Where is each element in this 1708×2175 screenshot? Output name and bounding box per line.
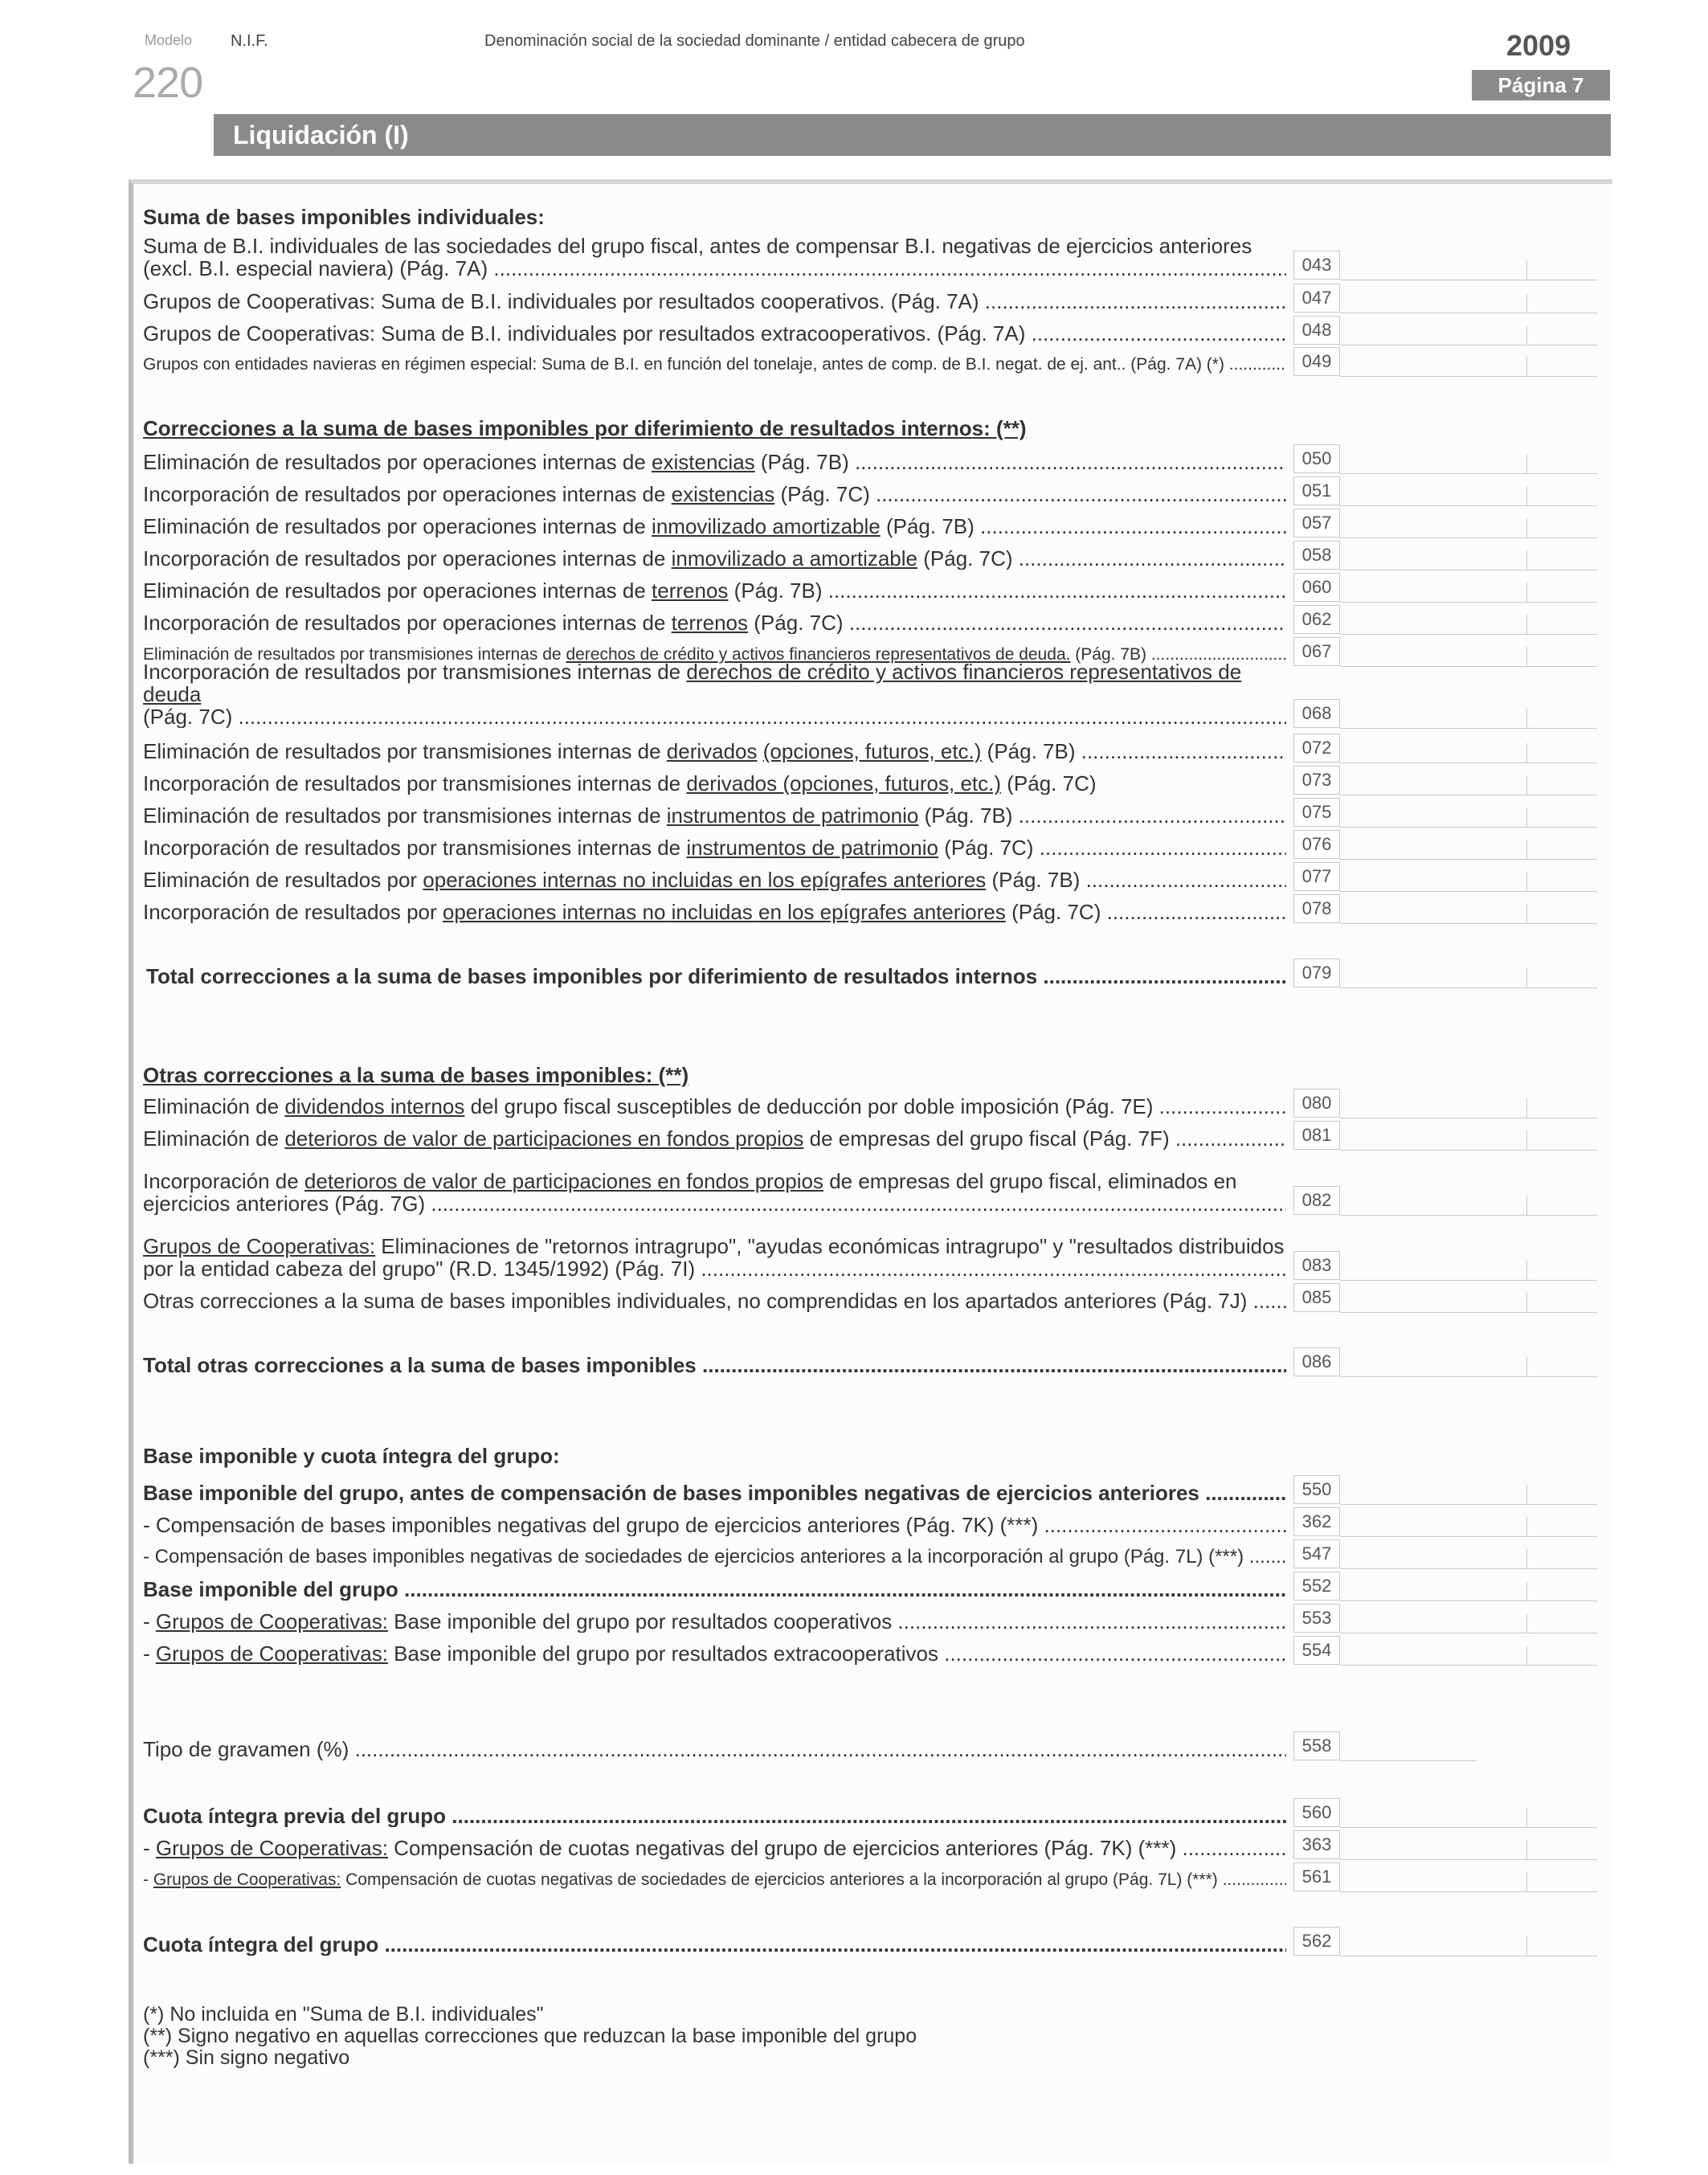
row-049: [143, 347, 1592, 376]
box-code: 073: [1293, 766, 1340, 795]
amount-field-068[interactable]: [1340, 728, 1597, 729]
amount-field-076[interactable]: [1340, 859, 1597, 860]
amount-field-060[interactable]: [1340, 602, 1597, 603]
row-553: [143, 1604, 1592, 1633]
footnote-3: (***) Sin signo negativo: [143, 2046, 350, 2069]
row-label: Grupos con entidades navieras en régimen especial: Suma de B.I. en función del tonelaje, antes de comp. de B.I. negat. de ej. ant.. (Pág. 7A) (*) .....: [143, 354, 1286, 376]
box-code: 049: [1293, 347, 1340, 376]
box-code: 086: [1293, 1347, 1340, 1376]
modelo-label: Modelo: [145, 32, 193, 48]
row-label: Incorporación de resultados por operaciones internas no incluidas en los epígrafes anteriores (Pág. 7C) .....: [143, 901, 1286, 923]
heading-otras: Otras correcciones a la suma de bases imponibles: (**): [143, 1063, 689, 1087]
amount-field-085[interactable]: [1340, 1312, 1597, 1313]
row-561: [143, 1862, 1592, 1891]
amount-field-547[interactable]: [1340, 1568, 1597, 1569]
box-code: 552: [1293, 1572, 1340, 1601]
row-label: Eliminación de deterioros de valor de participaciones en fondos propios de empresas del grupo fiscal (Pág. 7F) .....: [143, 1127, 1286, 1150]
row-label: - Grupos de Cooperativas: Base imponible del grupo por resultados cooperativos .....: [143, 1610, 1286, 1633]
box-code: 076: [1293, 830, 1340, 859]
row-051: [143, 476, 1592, 505]
footnote-1: (*) No incluida en "Suma de B.I. individuales": [143, 2003, 544, 2026]
amount-field-550[interactable]: [1340, 1504, 1597, 1505]
box-code: 048: [1293, 316, 1340, 345]
amount-field-362[interactable]: [1340, 1536, 1597, 1537]
row-label: Eliminación de resultados por transmisiones internas de derivados (opciones, futuros, etc.) (Pág. 7B) .....: [143, 740, 1286, 762]
box-code: 082: [1293, 1186, 1340, 1215]
box-code: 058: [1293, 541, 1340, 570]
box-code: 362: [1293, 1507, 1340, 1536]
amount-field-067[interactable]: [1340, 666, 1597, 667]
modelo-number: 220: [133, 59, 203, 107]
row-label: Incorporación de resultados por transmisiones internas de instrumentos de patrimonio (Pág. 7C) .....: [143, 836, 1286, 859]
box-code: 057: [1293, 509, 1340, 538]
row-label: Eliminación de resultados por transmisiones internas de derechos de crédito y activos financieros representativos de deuda. (Pág. 7B) .....: [143, 644, 1286, 666]
box-code: 060: [1293, 573, 1340, 602]
box-code: 553: [1293, 1604, 1340, 1633]
amount-field-086[interactable]: [1340, 1376, 1597, 1377]
row-047: [143, 284, 1592, 313]
row-label: Incorporación de resultados por operaciones internas de existencias (Pág. 7C) .....: [143, 483, 1286, 505]
heading-correcciones: Correcciones a la suma de bases imponibles por diferimiento de resultados internos: (**): [143, 416, 1027, 440]
box-code: 080: [1293, 1089, 1340, 1118]
row-083: [143, 1230, 1592, 1280]
row-073: [143, 766, 1592, 795]
box-code: 083: [1293, 1251, 1340, 1280]
row-082: [143, 1165, 1592, 1215]
row-363: [143, 1830, 1592, 1859]
row-label: Eliminación de resultados por operaciones internas de terrenos (Pág. 7B) .....: [143, 579, 1286, 602]
row-label: Cuota íntegra previa del grupo .....: [143, 1805, 1286, 1827]
amount-field-077[interactable]: [1340, 891, 1597, 892]
heading-base-cuota: Base imponible y cuota íntegra del grupo:: [143, 1444, 560, 1468]
row-label: Total correcciones a la suma de bases imponibles por diferimiento de resultados internos .....: [146, 965, 1286, 987]
row-label: Total otras correcciones a la suma de bases imponibles .....: [143, 1354, 1286, 1376]
amount-field-049[interactable]: [1340, 376, 1597, 377]
row-562: [143, 1927, 1592, 1956]
box-code: 043: [1293, 251, 1340, 280]
box-code: 085: [1293, 1283, 1340, 1312]
amount-field-050[interactable]: [1340, 473, 1597, 474]
box-code: 547: [1293, 1539, 1340, 1568]
row-043: [143, 230, 1592, 280]
row-label: Incorporación de resultados por operaciones internas de inmovilizado a amortizable (Pág. 7C) .....: [143, 547, 1286, 570]
row-057: [143, 509, 1592, 538]
box-code: 050: [1293, 444, 1340, 473]
row-label: - Grupos de Cooperativas: Compensación de cuotas negativas de sociedades de ejercicios anteriores a la incorporación al grupo (Pág. 7L) (***) .....: [143, 1869, 1286, 1891]
row-label: Incorporación de resultados por transmisiones internas de derivados (opciones, futuros, etc.) (Pág. 7C): [143, 772, 1097, 795]
row-075: [143, 798, 1592, 827]
amount-field-083[interactable]: [1340, 1280, 1597, 1281]
row-label: Base imponible del grupo, antes de compensación de bases imponibles negativas de ejercicios anteriores .....: [143, 1482, 1286, 1504]
row-085: [143, 1283, 1592, 1312]
rate-field-558[interactable]: [1340, 1760, 1477, 1761]
row-068: [143, 660, 1592, 728]
box-code: 075: [1293, 798, 1340, 827]
row-552: [143, 1572, 1592, 1601]
amount-field-081[interactable]: [1340, 1150, 1597, 1151]
box-code: 550: [1293, 1475, 1340, 1504]
row-label: Incorporación de resultados por transmisiones internas de derechos de crédito y activos financieros representativos de deuda (Pág. 7C) .....: [143, 660, 1286, 728]
row-550: [143, 1475, 1592, 1504]
row-label: Otras correcciones a la suma de bases imponibles individuales, no comprendidas en los apartados anteriores (Pág. 7J) .....: [143, 1290, 1286, 1312]
row-label: Suma de B.I. individuales de las sociedades del grupo fiscal, antes de compensar B.I. negativas de ejercicios anteriores (excl. B.I. especial naviera) (Pág. 7A) .....: [143, 235, 1286, 280]
row-362: [143, 1507, 1592, 1536]
footnote-2: (**) Signo negativo en aquellas correcciones que reduzcan la base imponible del grupo: [143, 2025, 917, 2047]
row-label: - Compensación de bases imponibles negativas de sociedades de ejercicios anteriores a la incorporación al grupo (Pág. 7L) (***) .....: [143, 1546, 1286, 1568]
row-048: [143, 316, 1592, 345]
row-062: [143, 605, 1592, 634]
amount-field-075[interactable]: [1340, 827, 1597, 828]
box-code: 072: [1293, 734, 1340, 762]
row-080: [143, 1089, 1592, 1118]
row-label: Cuota íntegra del grupo .....: [143, 1933, 1286, 1956]
row-label: Grupos de Cooperativas: Suma de B.I. individuales por resultados extracooperativos. (Pág. 7A) .....: [143, 322, 1286, 345]
year-label: 2009: [1506, 29, 1571, 62]
box-code: 079: [1293, 959, 1340, 987]
box-code: 558: [1293, 1731, 1340, 1760]
row-label: Eliminación de dividendos internos del grupo fiscal susceptibles de deducción por doble imposición (Pág. 7E) .....: [143, 1095, 1286, 1118]
row-label: - Compensación de bases imponibles negativas del grupo de ejercicios anteriores (Pág. 7K) (***) .....: [143, 1514, 1286, 1536]
amount-field-554[interactable]: [1340, 1665, 1597, 1666]
amount-field-078[interactable]: [1340, 923, 1597, 924]
amount-field-051[interactable]: [1340, 505, 1597, 506]
row-558: [143, 1731, 1592, 1760]
box-code: 051: [1293, 476, 1340, 505]
row-label: Incorporación de resultados por operaciones internas de terrenos (Pág. 7C) .....: [143, 611, 1286, 634]
box-code: 062: [1293, 605, 1340, 634]
row-560: [143, 1798, 1592, 1827]
amount-field-079[interactable]: [1340, 987, 1597, 988]
row-081: [143, 1121, 1592, 1150]
row-label: Eliminación de resultados por operaciones internas de existencias (Pág. 7B) .....: [143, 451, 1286, 473]
box-code: 554: [1293, 1636, 1340, 1665]
row-label: Grupos de Cooperativas: Eliminaciones de "retornos intragrupo", "ayudas económicas intragrupo" y "resultados distribuidos por la entidad cabeza del grupo" (R.D. 1345/1992) (Pág. 7I) .....: [143, 1235, 1286, 1280]
row-label: Tipo de gravamen (%) .....: [143, 1738, 1286, 1760]
amount-field-072[interactable]: [1340, 762, 1597, 763]
row-079: [146, 959, 1595, 987]
amount-field-062[interactable]: [1340, 634, 1597, 635]
row-554: [143, 1636, 1592, 1665]
amount-field-363[interactable]: [1340, 1859, 1597, 1860]
row-label: Incorporación de deterioros de valor de participaciones en fondos propios de empresas del grupo fiscal, eliminados en ejercicios anteriores (Pág. 7G) .....: [143, 1170, 1286, 1215]
row-label: - Grupos de Cooperativas: Base imponible del grupo por resultados extracooperativos .....: [143, 1642, 1286, 1665]
page-badge: Página 7: [1472, 70, 1610, 100]
row-078: [143, 894, 1592, 923]
row-060: [143, 573, 1592, 602]
amount-field-082[interactable]: [1340, 1215, 1597, 1216]
box-code: 562: [1293, 1927, 1340, 1956]
box-code: 067: [1293, 637, 1340, 666]
row-086: [143, 1347, 1592, 1376]
box-code: 560: [1293, 1798, 1340, 1827]
row-077: [143, 862, 1592, 891]
row-label: Base imponible del grupo .....: [143, 1578, 1286, 1601]
row-label: Eliminación de resultados por transmisiones internas de instrumentos de patrimonio (Pág. 7B) .....: [143, 804, 1286, 827]
row-label: Eliminación de resultados por operaciones internas de inmovilizado amortizable (Pág. 7B) .....: [143, 515, 1286, 538]
row-076: [143, 830, 1592, 859]
box-code: 561: [1293, 1862, 1340, 1891]
box-code: 081: [1293, 1121, 1340, 1150]
row-label: Grupos de Cooperativas: Suma de B.I. individuales por resultados cooperativos. (Pág. 7A) .....: [143, 290, 1286, 313]
box-code: 047: [1293, 284, 1340, 313]
row-547: [143, 1539, 1592, 1568]
row-label: Eliminación de resultados por operaciones internas no incluidas en los epígrafes anteriores (Pág. 7B) .....: [143, 869, 1286, 891]
box-code: 078: [1293, 894, 1340, 923]
row-058: [143, 541, 1592, 570]
nif-label: N.I.F.: [231, 32, 268, 50]
box-code: 077: [1293, 862, 1340, 891]
box-code: 363: [1293, 1830, 1340, 1859]
amount-field-561[interactable]: [1340, 1891, 1597, 1892]
row-050: [143, 444, 1592, 473]
row-label: - Grupos de Cooperativas: Compensación de cuotas negativas del grupo de ejercicios anteriores (Pág. 7K) (***) .....: [143, 1837, 1286, 1859]
section-title: Liquidación (I): [214, 114, 1611, 156]
amount-field-560[interactable]: [1340, 1827, 1597, 1828]
denominacion-label: Denominación social de la sociedad dominante / entidad cabecera de grupo: [484, 32, 1025, 50]
heading-suma: Suma de bases imponibles individuales:: [143, 205, 545, 229]
row-072: [143, 734, 1592, 762]
box-code: 068: [1293, 699, 1340, 728]
